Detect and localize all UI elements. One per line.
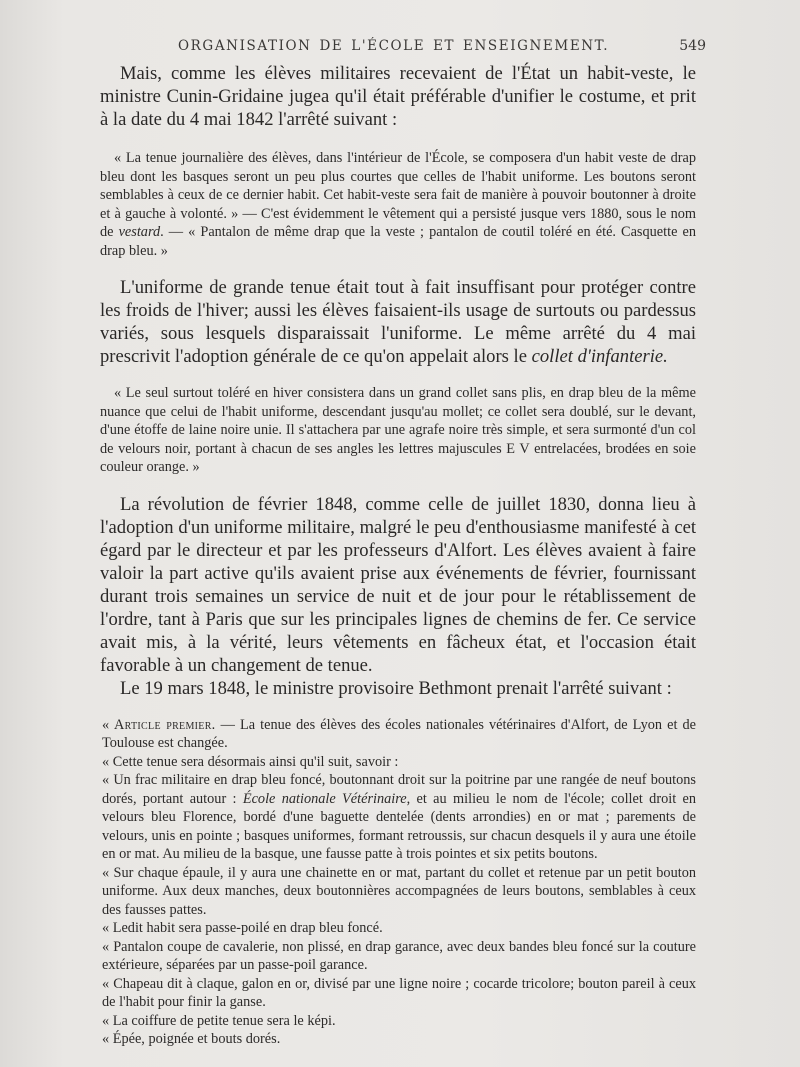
article-text: — La tenue des élèves des écoles nationales vétérinaires d'Alfort, de Lyon et de Toulouse est changée.	[102, 716, 697, 751]
article-label: « Article premier.	[102, 716, 216, 733]
paragraph-grande-tenue	[100, 276, 696, 368]
decree-line-habit: « Ledit habit sera passe-poilé en drap bleu foncé.	[102, 920, 383, 936]
decree-text: « Un frac militaire en drap bleu foncé, boutonnant droit sur la poitrine par une rangée de neuf boutons dorés, portant autour :	[102, 772, 696, 807]
quote-text-cont: . — « Pantalon de même drap que la veste ; pantalon de coutil toléré en été. Casquette en drap bleu. »	[100, 224, 696, 259]
paragraph-arrete-1848: Le 19 mars 1848, le ministre provisoire Bethmont prenait l'arrêté suivant :	[120, 677, 672, 699]
decree-line-chapeau: « Chapeau dit à claque, galon en or, divisé par une ligne noire ; cocarde tricolore; bouton pareil à ceux de l'habit pour finir la ganse.	[102, 975, 696, 1010]
paragraph-text: L'uniforme de grande tenue était tout à fait insuffisant pour protéger contre les froids de l'hiver; aussi les élèves faisaient-ils usage de surtouts ou pardessus variés, sous lesquels disparaissait l'uniforme. Le même arrêté du 4 mai prescrivit l'adoption générale de ce qu'on appelait alors le	[100, 277, 696, 367]
quote-decree-1842	[100, 149, 696, 260]
decree-italic-school: École nationale Vétérinaire	[242, 790, 407, 807]
paragraph-revolution-1848: La révolution de février 1848, comme celle de juillet 1830, donna lieu à l'adoption d'un uniforme militaire, malgré le peu d'enthousiasme manifesté à cet égard par le directeur et par les professeurs d'Alfort. Les élèves avaient à faire valoir la part active qu'ils avaient prise aux événements de février, fournissant durant trois semaines un service de nuit et de jour pour le rétablissement de l'ordre, tant à Paris que sur les principales lignes de chemins de fer. Ce service avait mis, à la vérité, leurs vêtements en fâcheux état, et l'occasion était favorable à un changement de tenue.	[100, 493, 696, 676]
decree-line: « Cette tenue sera désormais ainsi qu'il suit, savoir :	[102, 753, 399, 770]
running-title: ORGANISATION DE L'ÉCOLE ET ENSEIGNEMENT.	[178, 38, 610, 54]
page-content	[100, 62, 696, 1049]
page-number: 549	[679, 38, 706, 54]
quote-text: « La tenue journalière des élèves, dans l'intérieur de l'École, se composera d'un habit veste de drap bleu dont les basques seront un peu plus courtes que celles de l'habit uniforme. Les boutons seront semblables à ceux de ce dernier habit. Cet habit-veste sera fait de manière à pouvoir boutonner à droite et à gauche à volonté. » — C'est évidemment le vêtement qui a persisté jusque vers 1880, sous le nom de	[100, 150, 696, 240]
decree-line-frac	[102, 771, 696, 864]
page-header	[98, 38, 706, 60]
quote-italic-term: vestard	[118, 224, 161, 240]
decree-line-pantalon: « Pantalon coupe de cavalerie, non plissé, en drap garance, avec deux bandes bleu foncé sur la couture extérieure, séparées par un passe-poil garance.	[102, 938, 696, 973]
quote-collet: « Le seul surtout toléré en hiver consistera dans un grand collet sans plis, en drap bleu de la même nuance que celui de l'habit uniforme, descendant jusqu'au mollet; ce collet sera doublé, sur le devant, d'une étoffe de laine noire unie. Il s'attachera par une agrafe noire très simple, et sera surmonté d'un col de velours noir, portant à chacun de ses angles les lettres majuscules E V entrelacées, brodées en soie couleur orange. »	[100, 385, 696, 475]
decree-line-epee: « Épée, poignée et bouts dorés.	[102, 1031, 281, 1047]
decree-article	[102, 716, 696, 753]
paragraph-italic-term: collet d'infanterie.	[531, 346, 668, 367]
paragraph-uniform-unification: Mais, comme les élèves militaires recevaient de l'État un habit-veste, le ministre Cunin-Gridaine jugea qu'il était préférable d'unifier le costume, et prit à la date du 4 mai 1842 l'arrêté suivant :	[100, 63, 696, 130]
decree-line-epaule: « Sur chaque épaule, il y aura une chainette en or mat, partant du collet et retenue par un petit bouton uniforme. Aux deux manches, deux boutonnières accompagnées de leurs boutons, semblables à ceux des fausses pattes.	[102, 864, 696, 918]
decree-line-kepi: « La coiffure de petite tenue sera le képi.	[102, 1012, 336, 1029]
decree-text-cont: , et au milieu le nom de l'école; collet droit en velours bleu Florence, bordé d'une baguette dentelée (dents arrondies) en or mat ; parements de velours, unis en pointe ; basques uniformes, formant retroussis, sur chacun desquels il y aura une étoile en or mat. Au milieu de la basque, une fausse patte à trois pointes et six petits boutons.	[102, 790, 696, 862]
decree-1848	[102, 716, 696, 1049]
